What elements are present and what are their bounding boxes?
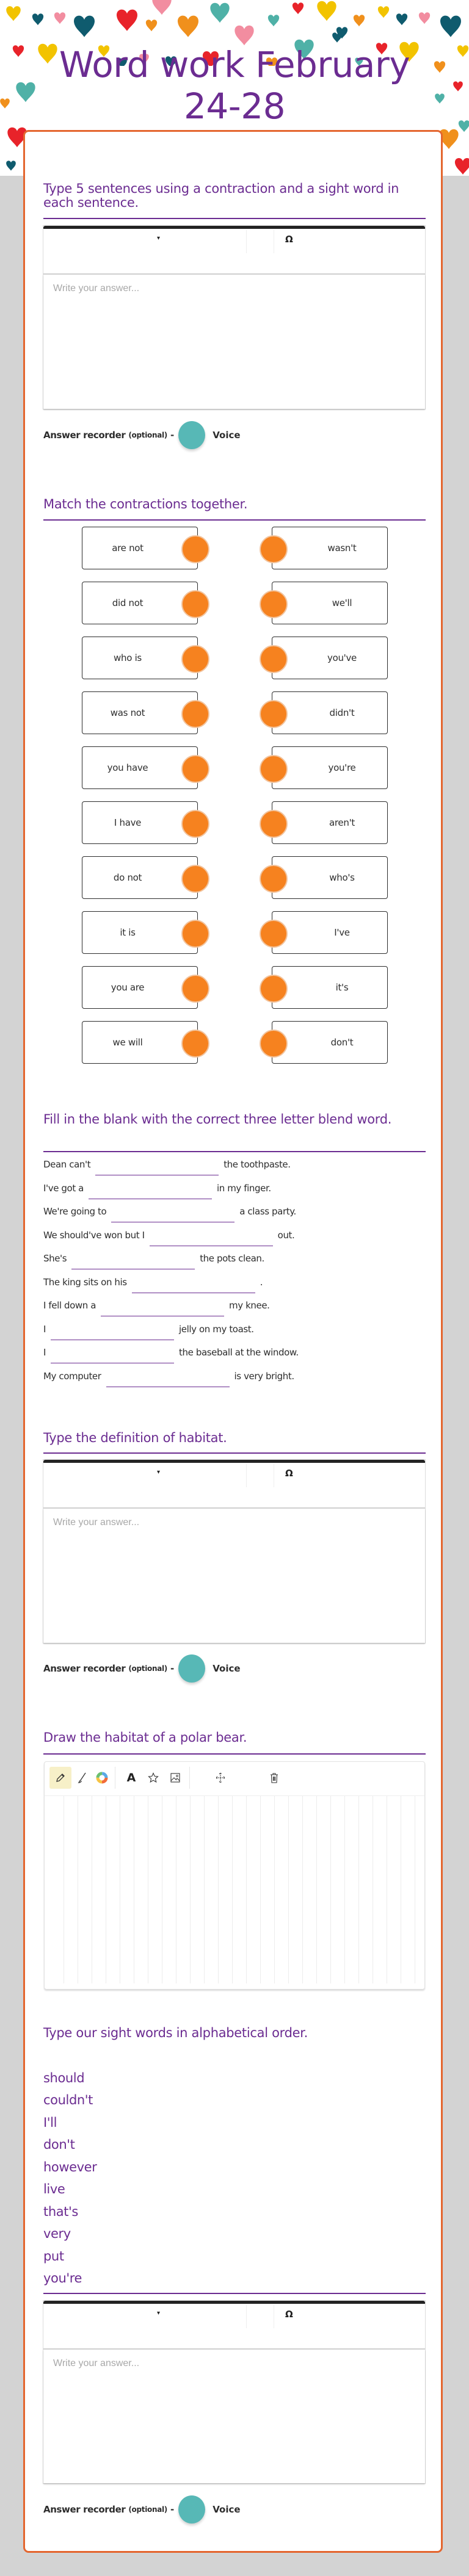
fill-blank-sentence	[43, 1347, 434, 1365]
match-left-item[interactable]	[82, 911, 198, 954]
sentence-after: the baseball at the window.	[179, 1347, 299, 1358]
question-3-title: Fill in the blank with the correct three letter blend word.	[43, 1112, 392, 1127]
question-6-answer-input[interactable]	[43, 2350, 425, 2483]
move-tool-button[interactable]	[209, 1767, 231, 1789]
blank-input[interactable]	[71, 1254, 195, 1269]
pencil-icon	[55, 1772, 66, 1783]
match-right-item[interactable]	[272, 801, 388, 844]
question-4-title: Type the definition of habitat.	[43, 1431, 227, 1445]
blank-input[interactable]	[111, 1207, 234, 1222]
sight-word: I'll	[43, 2115, 57, 2130]
match-right-connector[interactable]	[260, 1030, 288, 1058]
match-right-connector[interactable]	[260, 535, 288, 563]
match-left-connector[interactable]	[181, 535, 209, 563]
blank-input[interactable]	[89, 1184, 212, 1199]
match-left-item[interactable]	[82, 527, 198, 569]
question-4-answer-recorder	[43, 1654, 241, 1683]
sight-word: put	[43, 2249, 64, 2264]
match-right-label: it's	[335, 982, 349, 993]
sight-word: live	[43, 2182, 65, 2196]
sentence-before: My computer	[43, 1371, 101, 1382]
question-4-divider	[43, 1452, 426, 1454]
match-left-connector[interactable]	[181, 865, 209, 893]
recorder-optional-label: (optional)	[128, 2505, 167, 2514]
image-icon	[170, 1772, 181, 1783]
match-left-item[interactable]	[82, 582, 198, 624]
match-left-connector[interactable]	[181, 645, 209, 673]
star-icon	[148, 1772, 159, 1783]
blank-input[interactable]	[150, 1231, 273, 1246]
sight-word: you're	[43, 2271, 82, 2286]
match-left-label: are not	[112, 543, 144, 554]
editor-toolbar	[43, 2301, 425, 2350]
match-right-connector[interactable]	[260, 645, 288, 673]
question-6-divider	[43, 2293, 426, 2294]
match-left-label: did not	[112, 597, 144, 608]
recorder-dash: -	[170, 1663, 175, 1674]
match-right-connector[interactable]	[260, 975, 288, 1003]
match-right-item[interactable]	[272, 1021, 388, 1064]
match-right-label: wasn't	[327, 543, 357, 554]
brush-tool-button[interactable]	[71, 1767, 93, 1789]
drawing-toolbar	[45, 1762, 424, 1796]
recorder-label: Answer recorder	[43, 1663, 126, 1674]
match-left-connector[interactable]	[181, 755, 209, 783]
image-tool-button[interactable]	[164, 1767, 186, 1789]
sentence-after: in my finger.	[216, 1183, 271, 1194]
match-left-item[interactable]	[82, 801, 198, 844]
match-right-label: I've	[334, 927, 350, 938]
blank-input[interactable]	[51, 1348, 174, 1363]
question-6-answer-recorder	[43, 2495, 241, 2524]
match-left-label: you have	[107, 762, 148, 773]
fill-blank-sentence	[43, 1371, 434, 1389]
sentence-after: is very bright.	[234, 1371, 294, 1382]
match-right-label: don't	[330, 1037, 354, 1048]
sight-word: don't	[43, 2137, 75, 2152]
color-wheel-icon	[96, 1772, 108, 1784]
page-title	[24, 44, 445, 127]
match-right-label: you've	[327, 652, 357, 663]
question-1-editor	[43, 225, 426, 409]
match-left-item[interactable]	[82, 746, 198, 789]
voice-record-button[interactable]	[178, 421, 205, 449]
match-right-connector[interactable]	[260, 700, 288, 728]
trash-icon	[269, 1772, 279, 1783]
recorder-dash: -	[170, 430, 175, 441]
voice-record-button[interactable]	[178, 2495, 205, 2524]
match-left-item[interactable]	[82, 1021, 198, 1064]
sentence-before: I've got a	[43, 1183, 84, 1194]
sight-word: that's	[43, 2204, 78, 2219]
question-1-answer-recorder	[43, 420, 241, 450]
match-left-connector[interactable]	[181, 920, 209, 948]
sentence-before: The king sits on his	[43, 1277, 127, 1288]
toolbar-separator	[246, 2305, 247, 2328]
special-character-icon[interactable]: Ω	[285, 1468, 293, 1479]
question-6-editor	[43, 2300, 426, 2484]
match-left-label: was not	[110, 707, 145, 718]
match-left-label: it is	[120, 927, 136, 938]
question-2-title: Match the contractions together.	[43, 497, 248, 511]
match-left-connector[interactable]	[181, 700, 209, 728]
match-right-label: didn't	[329, 707, 355, 718]
match-right-connector[interactable]	[260, 755, 288, 783]
sentence-before: Dean can't	[43, 1159, 91, 1170]
match-left-connector[interactable]	[181, 975, 209, 1003]
sentence-after: the toothpaste.	[224, 1159, 291, 1170]
question-5-divider	[43, 1753, 426, 1755]
question-5-title: Draw the habitat of a polar bear.	[43, 1730, 247, 1745]
recorder-label: Answer recorder	[43, 430, 126, 441]
sight-word: very	[43, 2226, 71, 2241]
recorder-label: Answer recorder	[43, 2504, 126, 2515]
sentence-before: We're going to	[43, 1206, 107, 1217]
blank-input[interactable]	[106, 1372, 230, 1387]
match-right-label: we'll	[332, 597, 352, 608]
format-dropdown-icon[interactable]: ▾	[157, 2310, 161, 2317]
sentence-after: the pots clean.	[200, 1253, 264, 1264]
voice-record-button[interactable]	[178, 1654, 205, 1683]
toolbar-separator	[246, 1464, 247, 1487]
blank-input[interactable]	[95, 1160, 219, 1175]
fill-blank-sentence	[43, 1324, 434, 1342]
special-character-icon[interactable]: Ω	[285, 234, 293, 245]
recorder-optional-label: (optional)	[128, 1664, 167, 1673]
match-right-connector[interactable]	[260, 865, 288, 893]
move-icon	[215, 1772, 226, 1784]
match-left-connector[interactable]	[181, 1030, 209, 1058]
match-right-label: who's	[329, 872, 355, 883]
blank-input[interactable]	[51, 1325, 174, 1340]
fill-blank-sentence	[43, 1183, 434, 1201]
match-right-item[interactable]	[272, 527, 388, 569]
match-left-connector[interactable]	[181, 810, 209, 838]
match-right-item[interactable]	[272, 966, 388, 1009]
format-dropdown-icon[interactable]: ▾	[157, 235, 161, 242]
match-right-label: aren't	[329, 817, 355, 828]
question-1-title: Type 5 sentences using a contraction and a sight word in each sentence.	[43, 181, 399, 210]
match-left-item[interactable]	[82, 691, 198, 734]
drawing-canvas[interactable]	[50, 1796, 419, 1983]
match-right-connector[interactable]	[260, 920, 288, 948]
match-left-label: do not	[113, 872, 142, 883]
text-tool-button[interactable]	[120, 1767, 142, 1789]
shape-tool-button[interactable]	[142, 1767, 164, 1789]
color-picker-button[interactable]	[91, 1767, 113, 1789]
match-right-label: you're	[328, 762, 356, 773]
question-1-divider	[43, 218, 426, 219]
match-right-item[interactable]	[272, 582, 388, 624]
sight-word: however	[43, 2160, 97, 2174]
sight-word: should	[43, 2071, 85, 2085]
special-character-icon[interactable]: Ω	[285, 2309, 293, 2320]
match-right-item[interactable]	[272, 691, 388, 734]
match-left-label: who is	[114, 652, 142, 663]
match-right-item[interactable]	[272, 911, 388, 954]
sight-word: couldn't	[43, 2093, 93, 2107]
sentence-before: I fell down a	[43, 1300, 96, 1311]
recorder-optional-label: (optional)	[128, 431, 167, 439]
match-left-label: I have	[114, 817, 142, 828]
match-left-item[interactable]	[82, 637, 198, 679]
question-2-divider	[43, 519, 426, 521]
match-right-item[interactable]	[272, 856, 388, 899]
fill-blank-sentence	[43, 1159, 434, 1177]
format-dropdown-icon[interactable]: ▾	[157, 1469, 161, 1476]
question-1-answer-input[interactable]	[43, 275, 425, 409]
question-3-divider	[43, 1151, 426, 1152]
recorder-voice-label: Voice	[213, 430, 241, 441]
page-title-line-2: 24-28	[183, 85, 286, 127]
question-4-answer-input[interactable]	[43, 1509, 425, 1643]
match-right-item[interactable]	[272, 637, 388, 679]
sentence-before: I	[43, 1347, 46, 1358]
sentence-before: She's	[43, 1253, 67, 1264]
match-left-label: we will	[112, 1037, 143, 1048]
sentence-after: a class party.	[239, 1206, 296, 1217]
match-left-connector[interactable]	[181, 590, 209, 618]
sentence-after: .	[260, 1277, 263, 1288]
sentence-after: jelly on my toast.	[179, 1324, 254, 1335]
blank-input[interactable]	[101, 1301, 224, 1316]
pencil-tool-button[interactable]	[49, 1767, 71, 1789]
fill-blank-sentence	[43, 1300, 434, 1318]
sentence-after: my knee.	[229, 1300, 270, 1311]
clear-canvas-button[interactable]	[263, 1767, 285, 1789]
sentence-after: out.	[277, 1230, 295, 1241]
blank-input[interactable]	[132, 1278, 255, 1293]
toolbar-separator	[246, 230, 247, 253]
question-6-title: Type our sight words in alphabetical order.	[43, 2026, 308, 2040]
editor-toolbar	[43, 1460, 425, 1509]
match-right-connector[interactable]	[260, 810, 288, 838]
brush-icon	[77, 1772, 88, 1784]
recorder-voice-label: Voice	[213, 1663, 241, 1674]
recorder-dash: -	[170, 2504, 175, 2515]
match-left-item[interactable]	[82, 856, 198, 899]
match-left-item[interactable]	[82, 966, 198, 1009]
sentence-before: We should've won but I	[43, 1230, 145, 1241]
drawing-board	[44, 1761, 425, 1990]
match-right-item[interactable]	[272, 746, 388, 789]
match-left-label: you are	[111, 982, 145, 993]
question-4-editor	[43, 1459, 426, 1643]
fill-blank-sentence	[43, 1253, 434, 1271]
fill-blank-sentence	[43, 1206, 434, 1224]
match-right-connector[interactable]	[260, 590, 288, 618]
sentence-before: I	[43, 1324, 46, 1335]
fill-blank-sentence	[43, 1277, 434, 1295]
recorder-voice-label: Voice	[213, 2504, 241, 2515]
toolbar-separator	[189, 1767, 190, 1789]
editor-toolbar	[43, 226, 425, 275]
fill-blank-sentence	[43, 1230, 434, 1248]
text-icon: A	[126, 1771, 136, 1784]
page-title-line-1: Word work February	[59, 44, 410, 85]
